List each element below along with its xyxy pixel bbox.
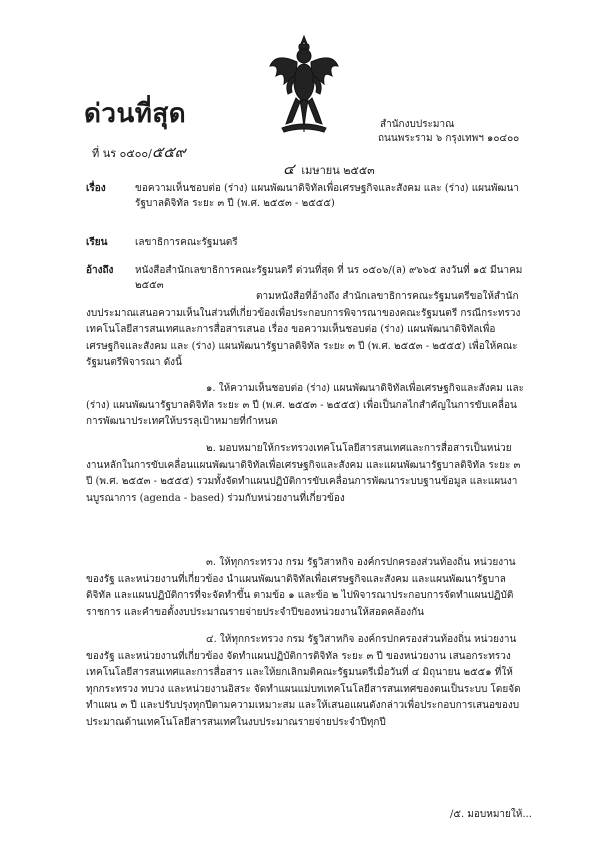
intro-paragraph: ตามหนังสือที่อ้างถึง สำนักเลขาธิการคณะรัฐมนตรีขอให้สำนักงบประมาณเสนอความเห็นในส่วนที่เกี่ยวข้องเพื่อประกอบการพิจารณาของคณะรัฐมนตรี กรณีกระทรวงเทคโนโลยีสารสนเทศและการสื่อสารเสนอ เรื่อง ขอความเห็นชอบต่อ (ร่าง) แผนพัฒนาดิจิทัลเพื่อเศรษฐกิจและสังคม และ (ร่าง) แผนพัฒนารัฐบาลดิจิทัล ระยะ ๓ ปี (พ.ศ. ๒๕๕๓ - ๒๕๕๕) เพื่อให้คณะรัฐมนตรีพิจารณา ดังนี้ xyxy=(86,291,521,368)
reference-text: หนังสือสำนักเลขาธิการคณะรัฐมนตรี ด่วนที่สุด ที่ นร ๐๕๐๖/(ล) ๙๖๖๕ ลงวันที่ ๑๕ มีนาคม ๒๕๕๓ xyxy=(135,265,523,291)
date-day-handwritten: ๔ xyxy=(283,160,295,178)
list-item: ๒. มอบหมายให้กระทรวงเทคโนโลยีสารสนเทศและการสื่อสารเป็นหน่วยงานหลักในการขับเคลื่อนแผนพัฒนาดิจิทัลเพื่อเศรษฐกิจและสังคม และแผนพัฒนารัฐบาลดิจิทัล ระยะ ๓ ปี (พ.ศ. ๒๕๕๓ - ๒๕๕๕) รวมทั้งจัดทำแผนปฏิบัติการขับเคลื่อนการพัฒนาระบบฐานข้อมูล และแผนงานบูรณาการ (agenda - based) ร่วมกับหน่วยงานที่เกี่ยวข้อง xyxy=(86,443,521,504)
letter-date xyxy=(283,157,375,181)
garuda-emblem-icon xyxy=(266,32,342,136)
list-item: ๑. ให้ความเห็นชอบต่อ (ร่าง) แผนพัฒนาดิจิทัลเพื่อเศรษฐกิจและสังคม และ (ร่าง) แผนพัฒนารัฐบาลดิจิทัล ระยะ ๓ ปี (พ.ศ. ๒๕๕๓ - ๒๕๕๕) เพื่อเป็นกลไกสำคัญในการขับเคลื่อนการพัฒนาประเทศให้บรรลุเป้าหมายที่กำหนด xyxy=(86,383,525,427)
continuation-note: /๕. มอบหมายให้... xyxy=(450,809,532,820)
list-item: ๓. ให้ทุกกระทรวง กรม รัฐวิสาหกิจ องค์กรปกครองส่วนท้องถิ่น หน่วยงานของรัฐ และหน่วยงานที่เกี่ยวข้อง นำแผนพัฒนาดิจิทัลเพื่อเศรษฐกิจและสังคม และแผนพัฒนารัฐบาลดิจิทัล และแผนปฏิบัติการที่จะจัดทำขึ้น ตามข้อ ๑ และข้อ ๒ ไปพิจารณาประกอบการจัดทำแผนปฏิบัติราชการ และคำขอตั้งงบประมาณรายจ่ายประจำปีของหน่วยงานให้สอดคล้องกัน xyxy=(86,557,516,618)
to-text: เลขาธิการคณะรัฐมนตรี xyxy=(135,237,238,248)
list-item: ๔. ให้ทุกกระทรวง กรม รัฐวิสาหกิจ องค์กรปกครองส่วนท้องถิ่น หน่วยงานของรัฐ และหน่วยงานที่เกี่ยวข้อง จัดทำแผนปฏิบัติการดิจิทัล ระยะ ๓ ปี ของหน่วยงาน เสนอกระทรวงเทคโนโลยีสารสนเทศและการสื่อสาร และให้ยกเลิกมติคณะรัฐมนตรีเมื่อวันที่ ๔ มิถุนายน ๒๕๕๑ ที่ให้ทุกกระทรวง ทบวง และหน่วยงานอิสระ จัดทำแผนแม่บทเทคโนโลยีสารสนเทศของตนเป็นระบบ โดยจัดทำแผน ๓ ปี และปรับปรุงทุกปีตามความเหมาะสม และให้เสนอแผนดังกล่าวเพื่อประกอบการเสนอของบประมาณด้านเทคโนโลยีสารสนเทศในงบประมาณรายจ่ายประจำปีทุกปี xyxy=(86,634,521,728)
sender-office: สำนักงบประมาณ xyxy=(380,119,455,130)
subject-label: เรื่อง xyxy=(86,183,106,194)
subject-text: ขอความเห็นชอบต่อ (ร่าง) แผนพัฒนาดิจิทัลเพื่อเศรษฐกิจและสังคม และ (ร่าง) แผนพัฒนารัฐบาลดิจิทัล ระยะ ๓ ปี (พ.ศ. ๒๕๕๓ - ๒๕๕๕) xyxy=(135,183,519,209)
sender-address: ถนนพระราม ๖ กรุงเทพฯ ๑๐๔๐๐ xyxy=(378,133,520,144)
document-number xyxy=(92,140,186,164)
to-label: เรียน xyxy=(86,237,108,248)
reference-label: อ้างถึง xyxy=(86,265,114,276)
date-month-year: เมษายน ๒๕๕๓ xyxy=(301,164,375,177)
document-number-handwritten: ๕๕๙ xyxy=(151,143,186,161)
document-number-prefix: ที่ นร ๐๕๐๐/ xyxy=(92,147,152,160)
urgent-marking: ด่วนที่สุด xyxy=(84,99,187,129)
